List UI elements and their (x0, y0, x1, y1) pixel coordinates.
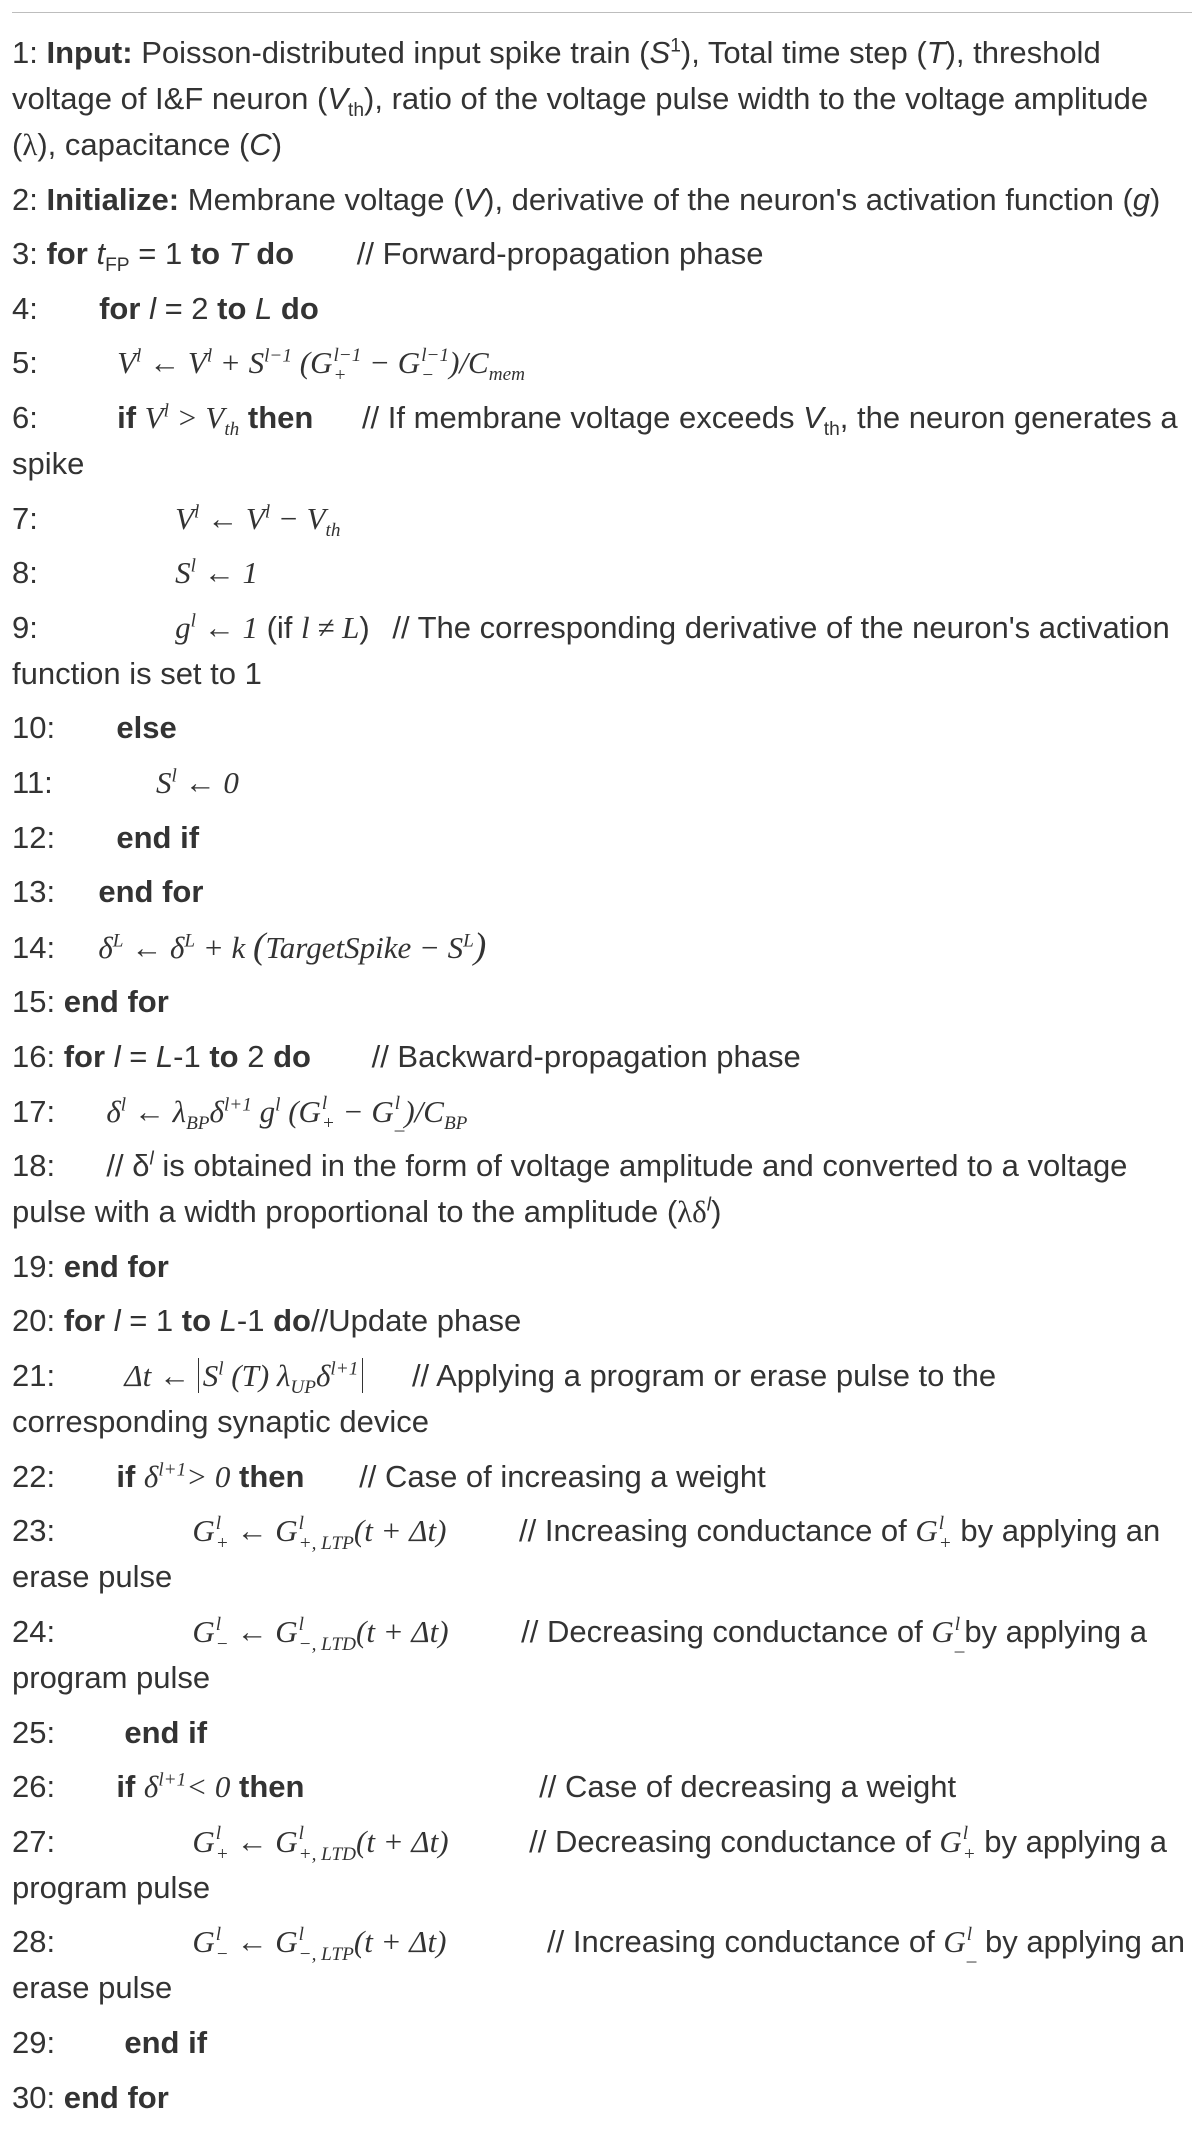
keyword-end-if: end if (124, 1714, 208, 1750)
algo-line-11 (12, 760, 1192, 806)
line-number: 29: (12, 2025, 56, 2060)
var-l: l (113, 1303, 121, 1339)
comment: // Decreasing conductance of (521, 1613, 932, 1649)
line-text: Poisson-distributed input spike train ( (141, 35, 650, 70)
line-text: Membrane voltage ( (187, 181, 464, 217)
algo-line-19 (12, 1244, 1192, 1290)
algo-line-9: 9: $g^l$ ← 1 (if l ≠ L) // The corresponding derivative of the neuron's activation function is set to 1 (12, 605, 1192, 697)
var-t: T (926, 35, 946, 70)
algo-line-26 (12, 1764, 1192, 1810)
keyword-input: Input: (46, 35, 133, 70)
algo-line-17 (12, 1089, 1192, 1135)
algo-line-8 (12, 550, 1192, 596)
keyword-for: for (63, 1038, 106, 1074)
line-number: 6: (12, 400, 38, 436)
sub: th (348, 100, 365, 122)
line-text: = 2 (155, 290, 218, 326)
equation: $V^l$ ← $V^l + S^{l-1}$ (G l−1 + − G l−1 − )$/C_{mem}$ (117, 345, 525, 387)
line-number: 24: (12, 1613, 56, 1649)
condition: $V^l > V_{th}$ (144, 400, 240, 441)
condition: l ≠ L (301, 609, 360, 645)
equation: $\delta^L$ ← $\delta^L + k$ (TargetSpike − $S^L$) (98, 925, 487, 967)
var-t: T (228, 236, 248, 272)
algo-line-3 (12, 231, 1192, 277)
keyword-if: if (117, 400, 137, 436)
line-number: 8: (12, 555, 38, 591)
comment: λδ (677, 1194, 707, 1230)
equation: $S^l$ ← 0 (156, 765, 239, 800)
line-number: 19: (12, 1248, 56, 1284)
var-v: V (803, 400, 824, 436)
keyword-end-if: end if (116, 819, 200, 855)
algo-line-22 (12, 1454, 1192, 1500)
algo-line-20 (12, 1298, 1192, 1344)
sub: th (823, 419, 840, 441)
line-number: 15: (12, 984, 56, 1020)
sub: FP (105, 255, 130, 277)
condition: $\delta^{l+1}< 0$ (143, 1769, 231, 1805)
algo-line-18: 18: // $\delta^l$ is obtained in the form of voltage amplitude and converted to a voltage pulse with a width proportional to the amplitude $(\lambda\delta^l)$ (12, 1143, 1192, 1235)
line-text: ), Total time step ( (680, 35, 927, 70)
line-number: 11: (12, 765, 53, 800)
var-c: C (249, 127, 272, 162)
line-number: 2: (12, 181, 38, 217)
equation: $V^l$ ← $V^l - V_{th}$ (175, 500, 341, 541)
equation: $S^l$ ← 1 (175, 555, 258, 591)
algorithm-body (12, 30, 1192, 2129)
algo-line-7 (12, 496, 1192, 542)
line-number: 5: (12, 345, 38, 381)
line-number: 12: (12, 819, 56, 855)
var-l: L (255, 290, 273, 326)
comment: by applying an erase pulse (12, 1924, 1185, 2006)
condition: $\delta^{l+1}> 0$ (143, 1458, 231, 1494)
line-text: ), derivative of the neuron's activation function ( (484, 181, 1133, 217)
algo-line-1 (12, 30, 1192, 168)
comment: // If membrane voltage exceeds (361, 400, 804, 436)
comment: //Update phase (310, 1303, 522, 1339)
keyword-end-for: end for (63, 2079, 169, 2115)
keyword-if: if (116, 1458, 136, 1494)
equation: G l + ← G l +, LTP (t + Δt) (192, 1512, 447, 1555)
algo-line-28: 28: G l − ← G l −, LTP (t + Δt) // Increasing conductance of G l _ by applying an erase pulse (12, 1919, 1192, 2011)
comment: by applying a program pulse (12, 1823, 1167, 1905)
line-text: = (120, 1038, 156, 1074)
equation: G l − ← G l −, LTP (t + Δt) (192, 1924, 447, 1966)
line-text: (if (266, 609, 302, 645)
keyword-do: do (280, 290, 319, 326)
equation: G l − ← G l −, LTD (t + Δt) (192, 1613, 449, 1655)
line-text: 2 (238, 1038, 274, 1074)
target-spike: TargetSpike (265, 929, 412, 965)
comment: by applying an erase pulse (12, 1513, 1161, 1595)
var-l: L (219, 1303, 237, 1339)
algo-line-4 (12, 286, 1192, 332)
keyword-end-for: end for (98, 874, 204, 910)
comment: // Decreasing conductance of (529, 1823, 940, 1859)
keyword-end-for: end for (63, 984, 169, 1020)
algo-line-14 (12, 924, 1192, 971)
algo-line-24: 24: G l − ← G l −, LTD (t + Δt) // Decreasing conductance of G l _ by applying a program pulse (12, 1609, 1192, 1701)
var-l: L (155, 1038, 174, 1074)
algo-line-30 (12, 2075, 1192, 2121)
algo-line-16 (12, 1034, 1192, 1080)
line-number: 22: (12, 1458, 56, 1494)
algo-line-2 (12, 177, 1192, 223)
keyword-for: for (46, 236, 88, 272)
line-number: 21: (12, 1358, 56, 1393)
var-t: t (96, 236, 106, 272)
line-text: -1 (236, 1303, 274, 1339)
line-number: 17: (12, 1093, 56, 1129)
keyword-to: to (209, 1038, 239, 1074)
keyword-initialize: Initialize: (46, 181, 180, 217)
algo-line-27: 27: G l + ← G l +, LTD (t + Δt) // Decreasing conductance of G l + by applying a program pulse (12, 1819, 1192, 1911)
keyword-for: for (99, 290, 141, 326)
keyword-else: else (116, 710, 177, 746)
line-number: 26: (12, 1769, 56, 1805)
comment: ) (711, 1194, 722, 1230)
equation: Δt ← $S^l$ (T) $\lambda_{UP}\delta^{l+1}$ (124, 1358, 363, 1393)
keyword-end-for: end for (63, 1248, 169, 1284)
algo-line-5 (12, 340, 1192, 386)
algo-line-13 (12, 869, 1192, 915)
comment: // δ (106, 1148, 150, 1184)
algo-line-6 (12, 395, 1192, 487)
line-text: ), capacitance ( (37, 127, 250, 162)
algo-line-15 (12, 979, 1192, 1025)
keyword-do: do (273, 1303, 311, 1339)
algo-line-12 (12, 815, 1192, 861)
algo-line-10 (12, 705, 1192, 751)
line-text: = 1 (129, 236, 191, 272)
equation: $\delta^l$ ← $\lambda_{BP}\delta^{l+1}$ $g^l$ (G l + − G l _ )$/C_{BP}$ (106, 1093, 468, 1135)
line-number: 28: (12, 1924, 56, 1960)
algo-line-21 (12, 1353, 1192, 1445)
line-number: 1: (12, 35, 38, 70)
line-number: 13: (12, 874, 56, 910)
comment: // Case of decreasing a weight (539, 1769, 957, 1805)
line-number: 3: (12, 236, 38, 272)
keyword-if: if (116, 1769, 136, 1805)
line-number: 9: (12, 609, 38, 645)
comment: // Case of increasing a weight (359, 1458, 766, 1494)
line-number: 10: (12, 710, 56, 746)
line-number: 30: (12, 2079, 56, 2115)
line-text: ), ratio of the voltage pulse width to the voltage amplitude ( (12, 81, 1149, 162)
algo-line-23: 23: G l + ← G l +, LTP (t + Δt) // Increasing conductance of G l + by applying an erase pulse (12, 1508, 1192, 1600)
line-text: ) (271, 127, 283, 162)
line-number: 7: (12, 500, 38, 536)
comment: is obtained in the form of voltage amplitude and converted to a voltage pulse with a width proportional to the amplitude ( (12, 1148, 1128, 1230)
var-s: S (649, 35, 671, 70)
line-number: 4: (12, 290, 38, 326)
var-v: V (463, 181, 485, 217)
equation: G l + ← G l +, LTD (t + Δt) (192, 1823, 449, 1865)
comment: // Backward-propagation phase (371, 1038, 801, 1074)
comment: // The corresponding derivative of the neuron's activation function is set to 1 (12, 609, 1170, 691)
comment: // Increasing conductance of (547, 1924, 944, 1960)
keyword-then: then (239, 1769, 305, 1805)
var-v: V (327, 81, 349, 116)
line-text: -1 (173, 1038, 210, 1074)
keyword-do: do (273, 1038, 311, 1074)
var-lambda: λ (22, 127, 38, 162)
sup: 1 (670, 35, 681, 57)
keyword-do: do (256, 236, 295, 272)
algo-line-25 (12, 1710, 1192, 1756)
top-rule (12, 12, 1192, 13)
line-number: 16: (12, 1038, 56, 1074)
line-number: 14: (12, 929, 56, 965)
var-l: l (113, 1038, 121, 1074)
line-number: 23: (12, 1513, 56, 1549)
keyword-then: then (247, 400, 314, 436)
keyword-end-if: end if (124, 2025, 208, 2060)
comment: // Increasing conductance of (519, 1513, 916, 1549)
keyword-for: for (63, 1303, 106, 1339)
line-text: ) (1150, 181, 1161, 217)
keyword-to: to (217, 290, 247, 326)
comment: // Applying a program or erase pulse to the corresponding synaptic device (12, 1358, 997, 1439)
algo-line-29 (12, 2020, 1192, 2066)
var-g: g (1132, 181, 1151, 217)
line-number: 20: (12, 1303, 56, 1339)
comment: // Forward-propagation phase (356, 236, 764, 272)
var-l: l (149, 290, 156, 326)
keyword-to: to (181, 1303, 212, 1339)
line-text: = 1 (120, 1303, 182, 1339)
equation: $g^l$ ← 1 (175, 609, 258, 645)
comment: , the neuron generates a spike (12, 400, 1178, 482)
keyword-to: to (190, 236, 221, 272)
line-text: ), threshold voltage of I&F neuron ( (12, 35, 1101, 116)
keyword-then: then (239, 1458, 305, 1494)
line-number: 18: (12, 1148, 56, 1184)
comment: by applying a program pulse (12, 1613, 1147, 1695)
line-number: 25: (12, 1714, 56, 1750)
line-number: 27: (12, 1823, 56, 1859)
